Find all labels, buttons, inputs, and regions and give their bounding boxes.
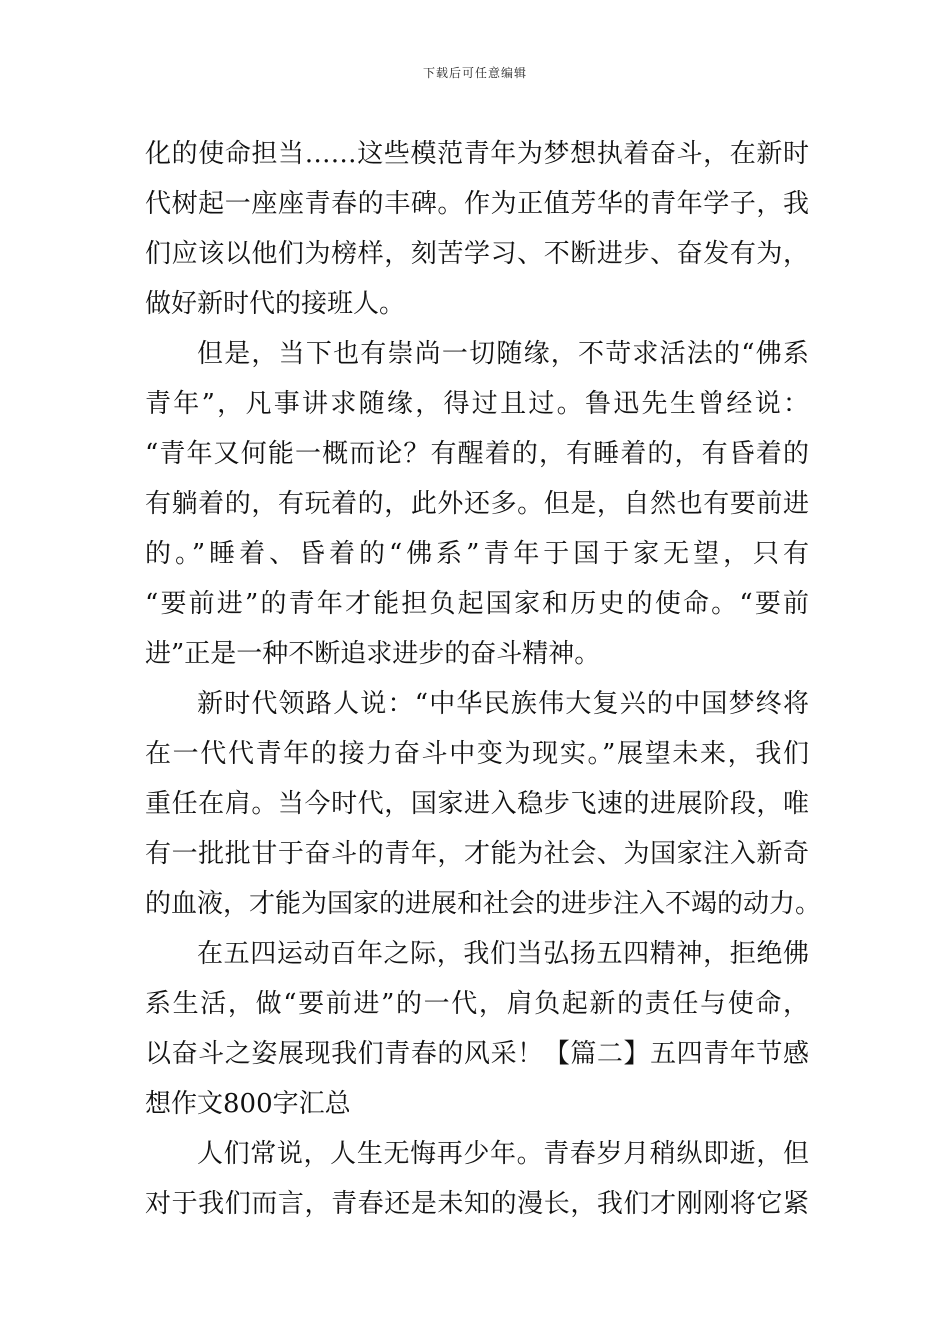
text-line: “要前进”的青年才能担负起国家和历史的使命。“要前 bbox=[145, 589, 809, 619]
page-header: 下载后可任意编辑 bbox=[422, 66, 527, 80]
text-line: 新时代领路人说：“中华民族伟大复兴的中国梦终将 bbox=[197, 689, 809, 719]
text-line: 有躺着的，有玩着的，此外还多。但是，自然也有要前进 bbox=[145, 489, 809, 519]
text-line: 对于我们而言，青春还是未知的漫长，我们才刚刚将它紧 bbox=[145, 1189, 809, 1219]
text-line: 在五四运动百年之际，我们当弘扬五四精神，拒绝佛 bbox=[197, 939, 809, 969]
text-line: 进”正是一种不断追求进步的奋斗精神。 bbox=[145, 639, 601, 669]
text-line: 代树起一座座青春的丰碑。作为正值芳华的青年学子，我 bbox=[145, 189, 809, 219]
text-line: 青年”，凡事讲求随缘，得过且过。鲁迅先生曾经说： bbox=[145, 389, 809, 419]
text-line: 做好新时代的接班人。 bbox=[145, 289, 406, 319]
text-line: 们应该以他们为榜样，刻苦学习、不断进步、奋发有为， bbox=[145, 239, 809, 269]
text-line: 但是，当下也有崇尚一切随缘，不苛求活法的“佛系 bbox=[197, 339, 809, 369]
text-line: 重任在肩。当今时代，国家进入稳步飞速的进展阶段，唯 bbox=[145, 789, 809, 819]
text-line: 在一代代青年的接力奋斗中变为现实。”展望未来，我们 bbox=[145, 739, 809, 769]
text-line: 的。”睡着、昏着的“佛系”青年于国于家无望，只有 bbox=[145, 539, 809, 569]
text-line: 化的使命担当……这些模范青年为梦想执着奋斗，在新时 bbox=[145, 139, 809, 169]
text-line: 系生活，做“要前进”的一代，肩负起新的责任与使命， bbox=[145, 989, 809, 1019]
text-line: 以奋斗之姿展现我们青春的风采！【篇二】五四青年节感 bbox=[145, 1039, 809, 1069]
text-line: 人们常说，人生无悔再少年。青春岁月稍纵即逝，但 bbox=[197, 1139, 809, 1169]
text-line: 有一批批甘于奋斗的青年，才能为社会、为国家注入新奇 bbox=[145, 839, 809, 869]
text-line: “青年又何能一概而论？有醒着的，有睡着的，有昏着的 bbox=[145, 439, 809, 469]
text-line: 想作文800字汇总 bbox=[145, 1089, 351, 1119]
document-body bbox=[145, 129, 822, 1229]
text-line: 的血液，才能为国家的进展和社会的进步注入不竭的动力。 bbox=[145, 889, 822, 919]
